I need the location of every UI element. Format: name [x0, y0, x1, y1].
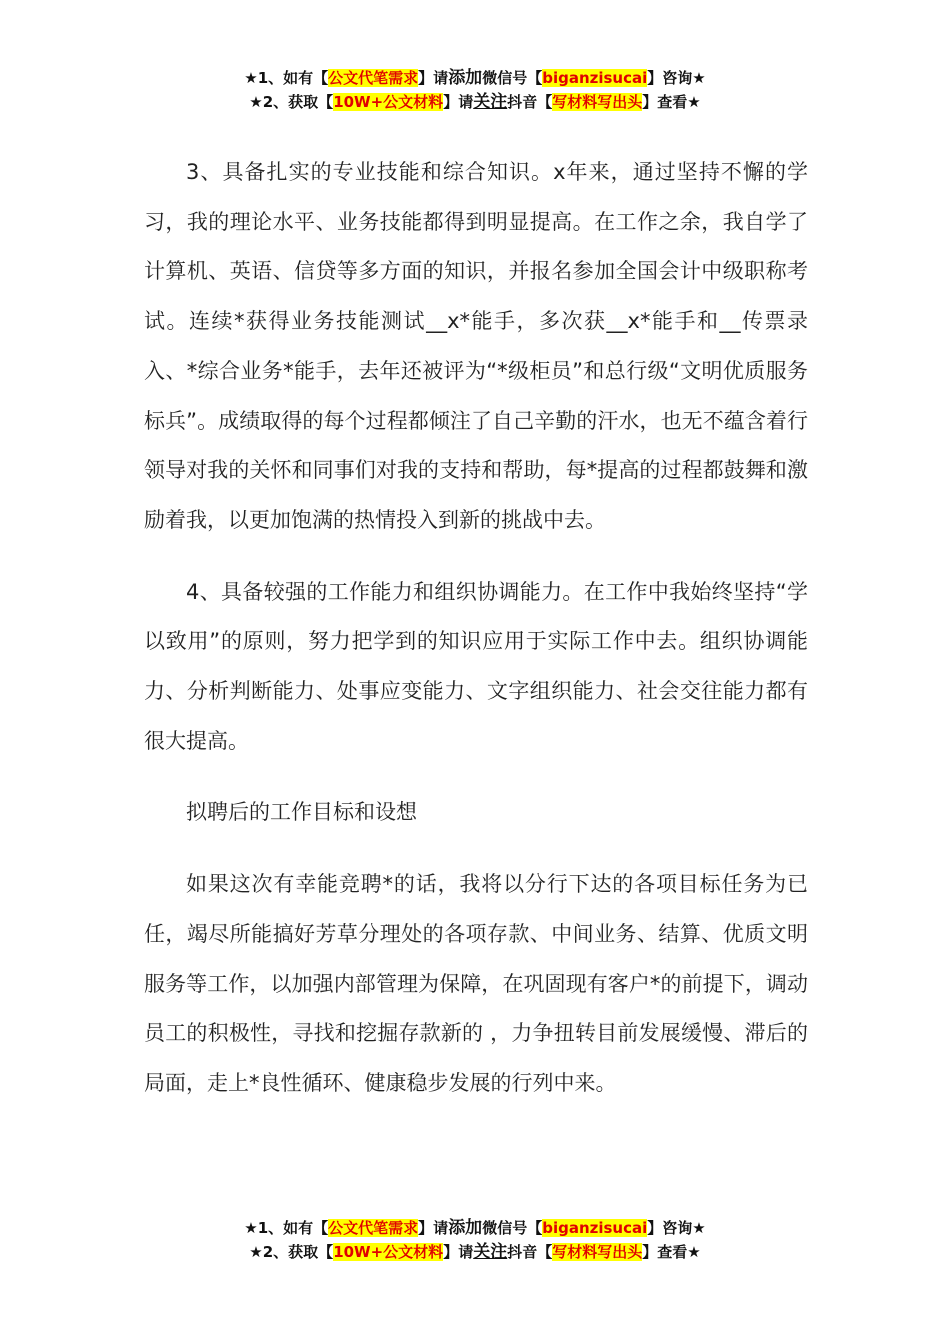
- highlight-service: 公文代笔需求: [328, 69, 419, 87]
- header-banner: [0, 66, 950, 114]
- banner-text: ★1、如有【: [244, 1219, 329, 1237]
- highlight-wechat-id: biganzisucai: [542, 1219, 648, 1237]
- banner-text: 微信号【: [482, 69, 543, 87]
- banner-text: ★2、获取【: [249, 93, 334, 111]
- banner-text: 微信号【: [482, 1219, 543, 1237]
- banner-line-2: [0, 90, 950, 114]
- banner-text: 抖音【: [507, 93, 553, 111]
- highlight-wechat-id: biganzisucai: [542, 69, 648, 87]
- banner-emphasis: 添加: [448, 1218, 483, 1238]
- highlight-service: 公文代笔需求: [328, 1219, 419, 1237]
- highlight-materials: 10W+公文材料: [333, 1243, 444, 1261]
- highlight-douyin-account: 写材料写出头: [552, 93, 643, 111]
- highlight-douyin-account: 写材料写出头: [552, 1243, 643, 1261]
- banner-text: 】查看★: [642, 93, 701, 111]
- banner-text: 】请: [443, 1243, 474, 1261]
- banner-line-1: [0, 1216, 950, 1240]
- banner-text: 】咨询★: [647, 1219, 706, 1237]
- banner-emphasis: 添加: [448, 68, 483, 88]
- banner-text: 】请: [418, 1219, 449, 1237]
- banner-text: ★2、获取【: [249, 1243, 334, 1261]
- banner-text: ★1、如有【: [244, 69, 329, 87]
- banner-line-2: [0, 1240, 950, 1264]
- banner-text: 】查看★: [642, 1243, 701, 1261]
- banner-text: 】请: [418, 69, 449, 87]
- section-heading: 拟聘后的工作目标和设想: [186, 800, 417, 825]
- footer-banner: [0, 1216, 950, 1264]
- banner-text: 】请: [443, 93, 474, 111]
- paragraph-abilities: 4、具备较强的工作能力和组织协调能力。在工作中我始终坚持“学以致用”的原则，努力把学到的知识应用于实际工作中去。组织协调能力、分析判断能力、处事应变能力、文字组织能力、社会交往能力都有很大提高。: [144, 579, 808, 753]
- banner-line-1: [0, 66, 950, 90]
- paragraph-goals: 如果这次有幸能竞聘*的话，我将以分行下达的各项目标任务为已任，竭尽所能搞好芳草分理处的各项存款、中间业务、结算、优质文明服务等工作，以加强内部管理为保障，在巩固现有客户*的前提下，调动员工的积极性，寻找和挖掘存款新的 ，力争扭转目前发展缓慢、滞后的局面，走上*良性循环、健康稳步发展的行列中来。: [144, 872, 808, 1095]
- banner-text: 】咨询★: [647, 69, 706, 87]
- paragraph-skills: 3、具备扎实的专业技能和综合知识。x年来，通过坚持不懈的学习，我的理论水平、业务技能都得到明显提高。在工作之余，我自学了计算机、英语、信贷等多方面的知识，并报名参加全国会计中级职称考试。连续*获得业务技能测试__x*能手，多次获__x*能手和__传票录入、*综合业务*能手，去年还被评为“*级柜员”和总行级“文明优质服务标兵”。成绩取得的每个过程都倾注了自己辛勤的汗水，也无不蕴含着行领导对我的关怀和同事们对我的支持和帮助，每*提高的过程都鼓舞和激励着我，以更加饱满的热情投入到新的挑战中去。: [144, 160, 808, 532]
- document-body: [144, 148, 808, 1109]
- highlight-materials: 10W+公文材料: [333, 93, 444, 111]
- banner-emphasis: 关注: [473, 1242, 508, 1262]
- banner-emphasis: 关注: [473, 92, 508, 112]
- banner-text: 抖音【: [507, 1243, 553, 1261]
